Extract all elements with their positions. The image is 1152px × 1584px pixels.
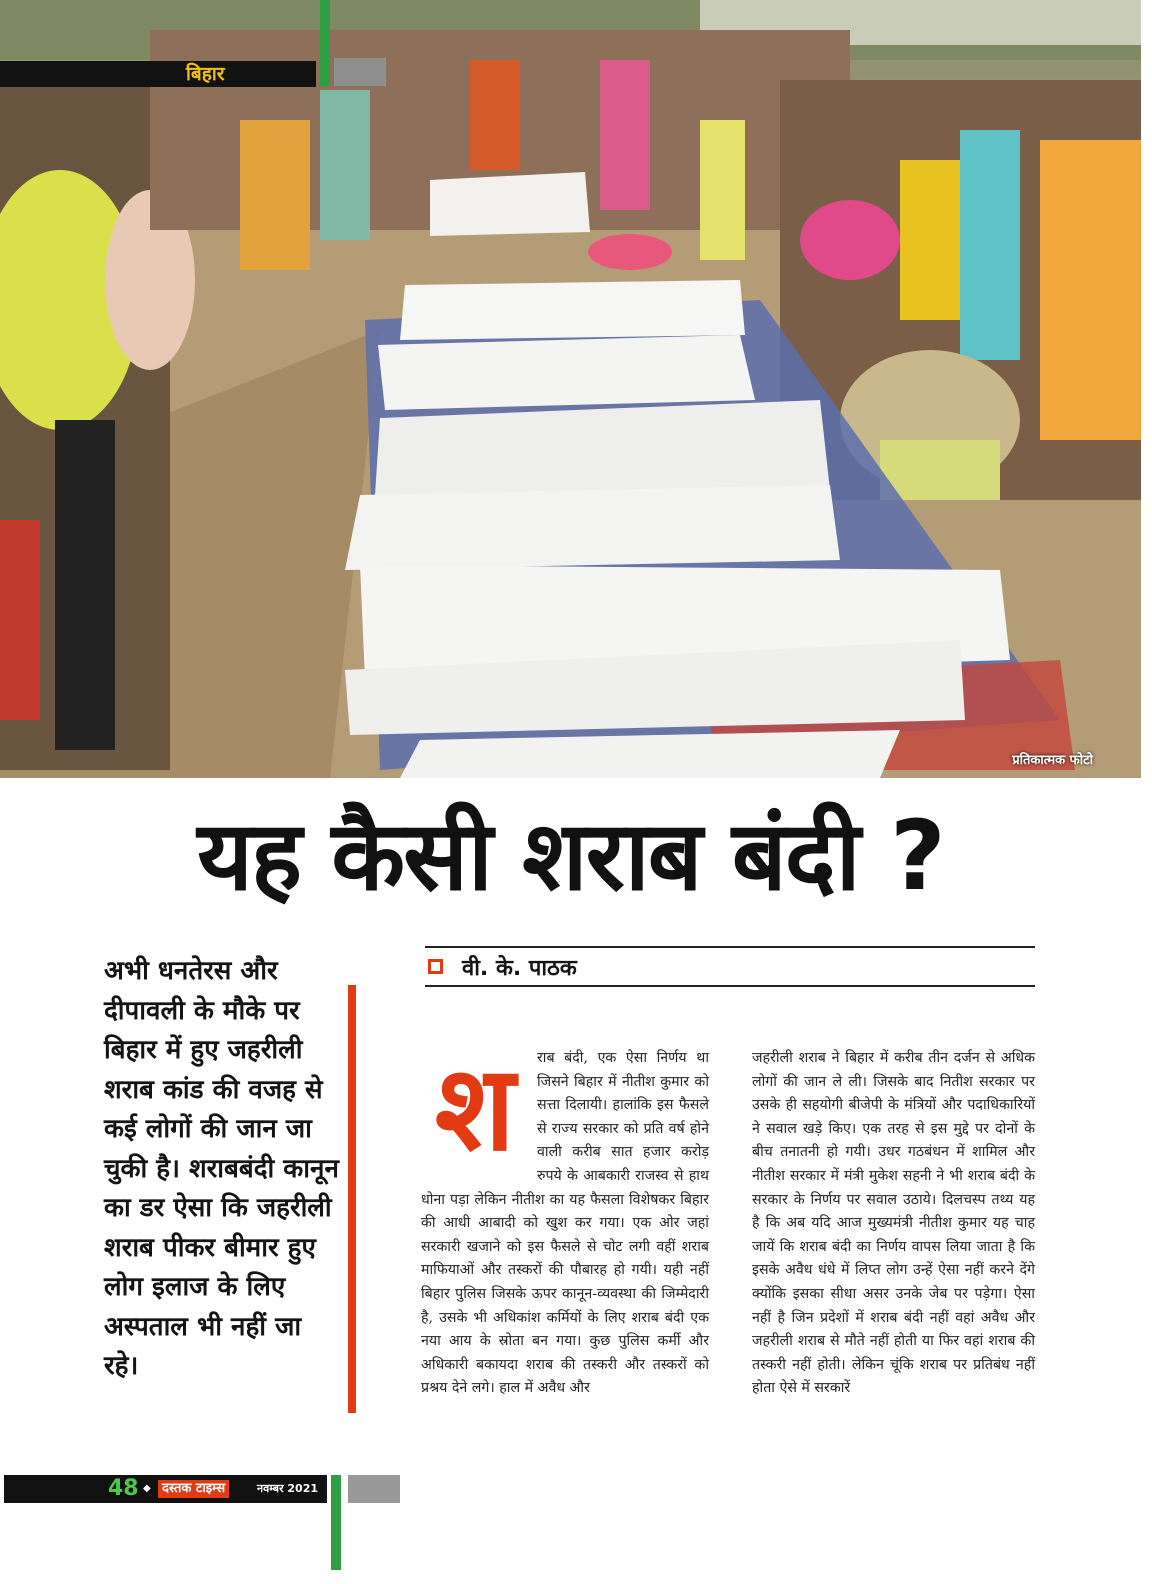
article-column-1	[421, 1039, 709, 1401]
footer-green-strip	[331, 1475, 341, 1570]
pull-quote-rule	[348, 985, 356, 1413]
footer-grey-strip	[348, 1475, 400, 1503]
footer-separator: ◆	[143, 1483, 151, 1494]
photo-illustration	[0, 0, 1141, 778]
article-column-2: जहरीली शराब ने बिहार में करीब तीन दर्जन से अधिक लोगों की जान ले ली। जिसके बाद नितीश सरकार पर उसके ही सहयोगी बीजेपी के मंत्रियों और पदाधिकारियों ने सवाल खड़े किए। एक तरह से इस मुद्दे पर दोनों के बीच तनातनी हो गयी। उधर गठबंधन में शामिल और नीतीश सरकार में मंत्री मुकेश सहनी ने भी शराब बंदी के सरकार के निर्णय पर सवाल उठाये। दिलचस्प तथ्य यह है कि अब यदि आज मुख्यमंत्री नीतीश कुमार यह चाह जायें कि शराब बंदी का निर्णय वापस लिया जाता है कि इसके अवैध धंधे में लिप्त लोग उन्हें ऐसा नहीं करने देंगे क्योंकि इसका सीधा असर उनके जेब पर पड़ेगा। ऐसा नहीं है जिन प्रदेशों में शराब बंदी नहीं वहां अवैध और जहरीली शराब से मौते नहीं होती या फिर वहां शराब की तस्करी नहीं होती। लेकिन चूंकि शराब पर प्रतिबंध नहीं होता ऐसे में सरकारें	[752, 1050, 1035, 1397]
news-photo	[0, 0, 1141, 778]
page-number: 48	[108, 1476, 139, 1501]
section-label-bar	[0, 61, 316, 87]
header-grey-strip	[334, 58, 386, 86]
column-1-text: राब बंदी, एक ऐसा निर्णय था जिसने बिहार में नीतीश कुमार को सत्ता दिलायी। हालांकि इस फैसले से राज्य सरकार को प्रति वर्ष होने वाली करीब सात हजार करोड़ रुपये के आबकारी राजस्व से हाथ धोना पड़ा लेकिन नीतीश का यह फैसला विशेषकर बिहार की आधी आबादी को खुश कर गया। एक ओर जहां सरकारी खजाने को इस फैसले से चोट लगी वहीं शराब माफियाओं और तस्करों की पौबारह हो गयी। यही नहीं बिहार पुलिस जिसके ऊपर कानून-व्यवस्था की जिम्मेदारी है, उसके भी अधिकांश कर्मियों के लिए शराब बंदी एक नया आय के स्रोता बन गया। कुछ पुलिस कर्मी और अधिकारी बकायदा शराब की तस्करी और तस्करों को प्रश्रय देने लगे। हाल में अवैध और	[421, 1050, 709, 1397]
byline-rule-bottom	[425, 985, 1035, 987]
header-green-strip	[320, 0, 330, 86]
pull-quote: अभी धनतेरस और दीपावली के मौके पर बिहार में हुए जहरीली शराब कांड की वजह से कई लोगों की जान जा चुकी है। शराबबंदी कानून का डर ऐसा कि जहरीली शराब पीकर बीमार हुए लोग इलाज के लिए अस्पताल भी नहीं जा रहे।	[104, 956, 339, 1381]
byline-rule-top	[425, 946, 1035, 948]
photo-caption: प्रतिकात्मक फोटो	[1012, 753, 1093, 768]
drop-cap: श	[434, 1039, 516, 1177]
headline: यह कैसी शराब बंदी ?	[197, 800, 944, 912]
byline-author: वी. के. पाठक	[462, 956, 577, 981]
section-label: बिहार	[186, 63, 225, 85]
byline-square-icon	[428, 959, 443, 974]
magazine-name: दस्तक टाइम्स	[158, 1480, 229, 1498]
issue-date: नवम्बर 2021	[257, 1482, 319, 1495]
